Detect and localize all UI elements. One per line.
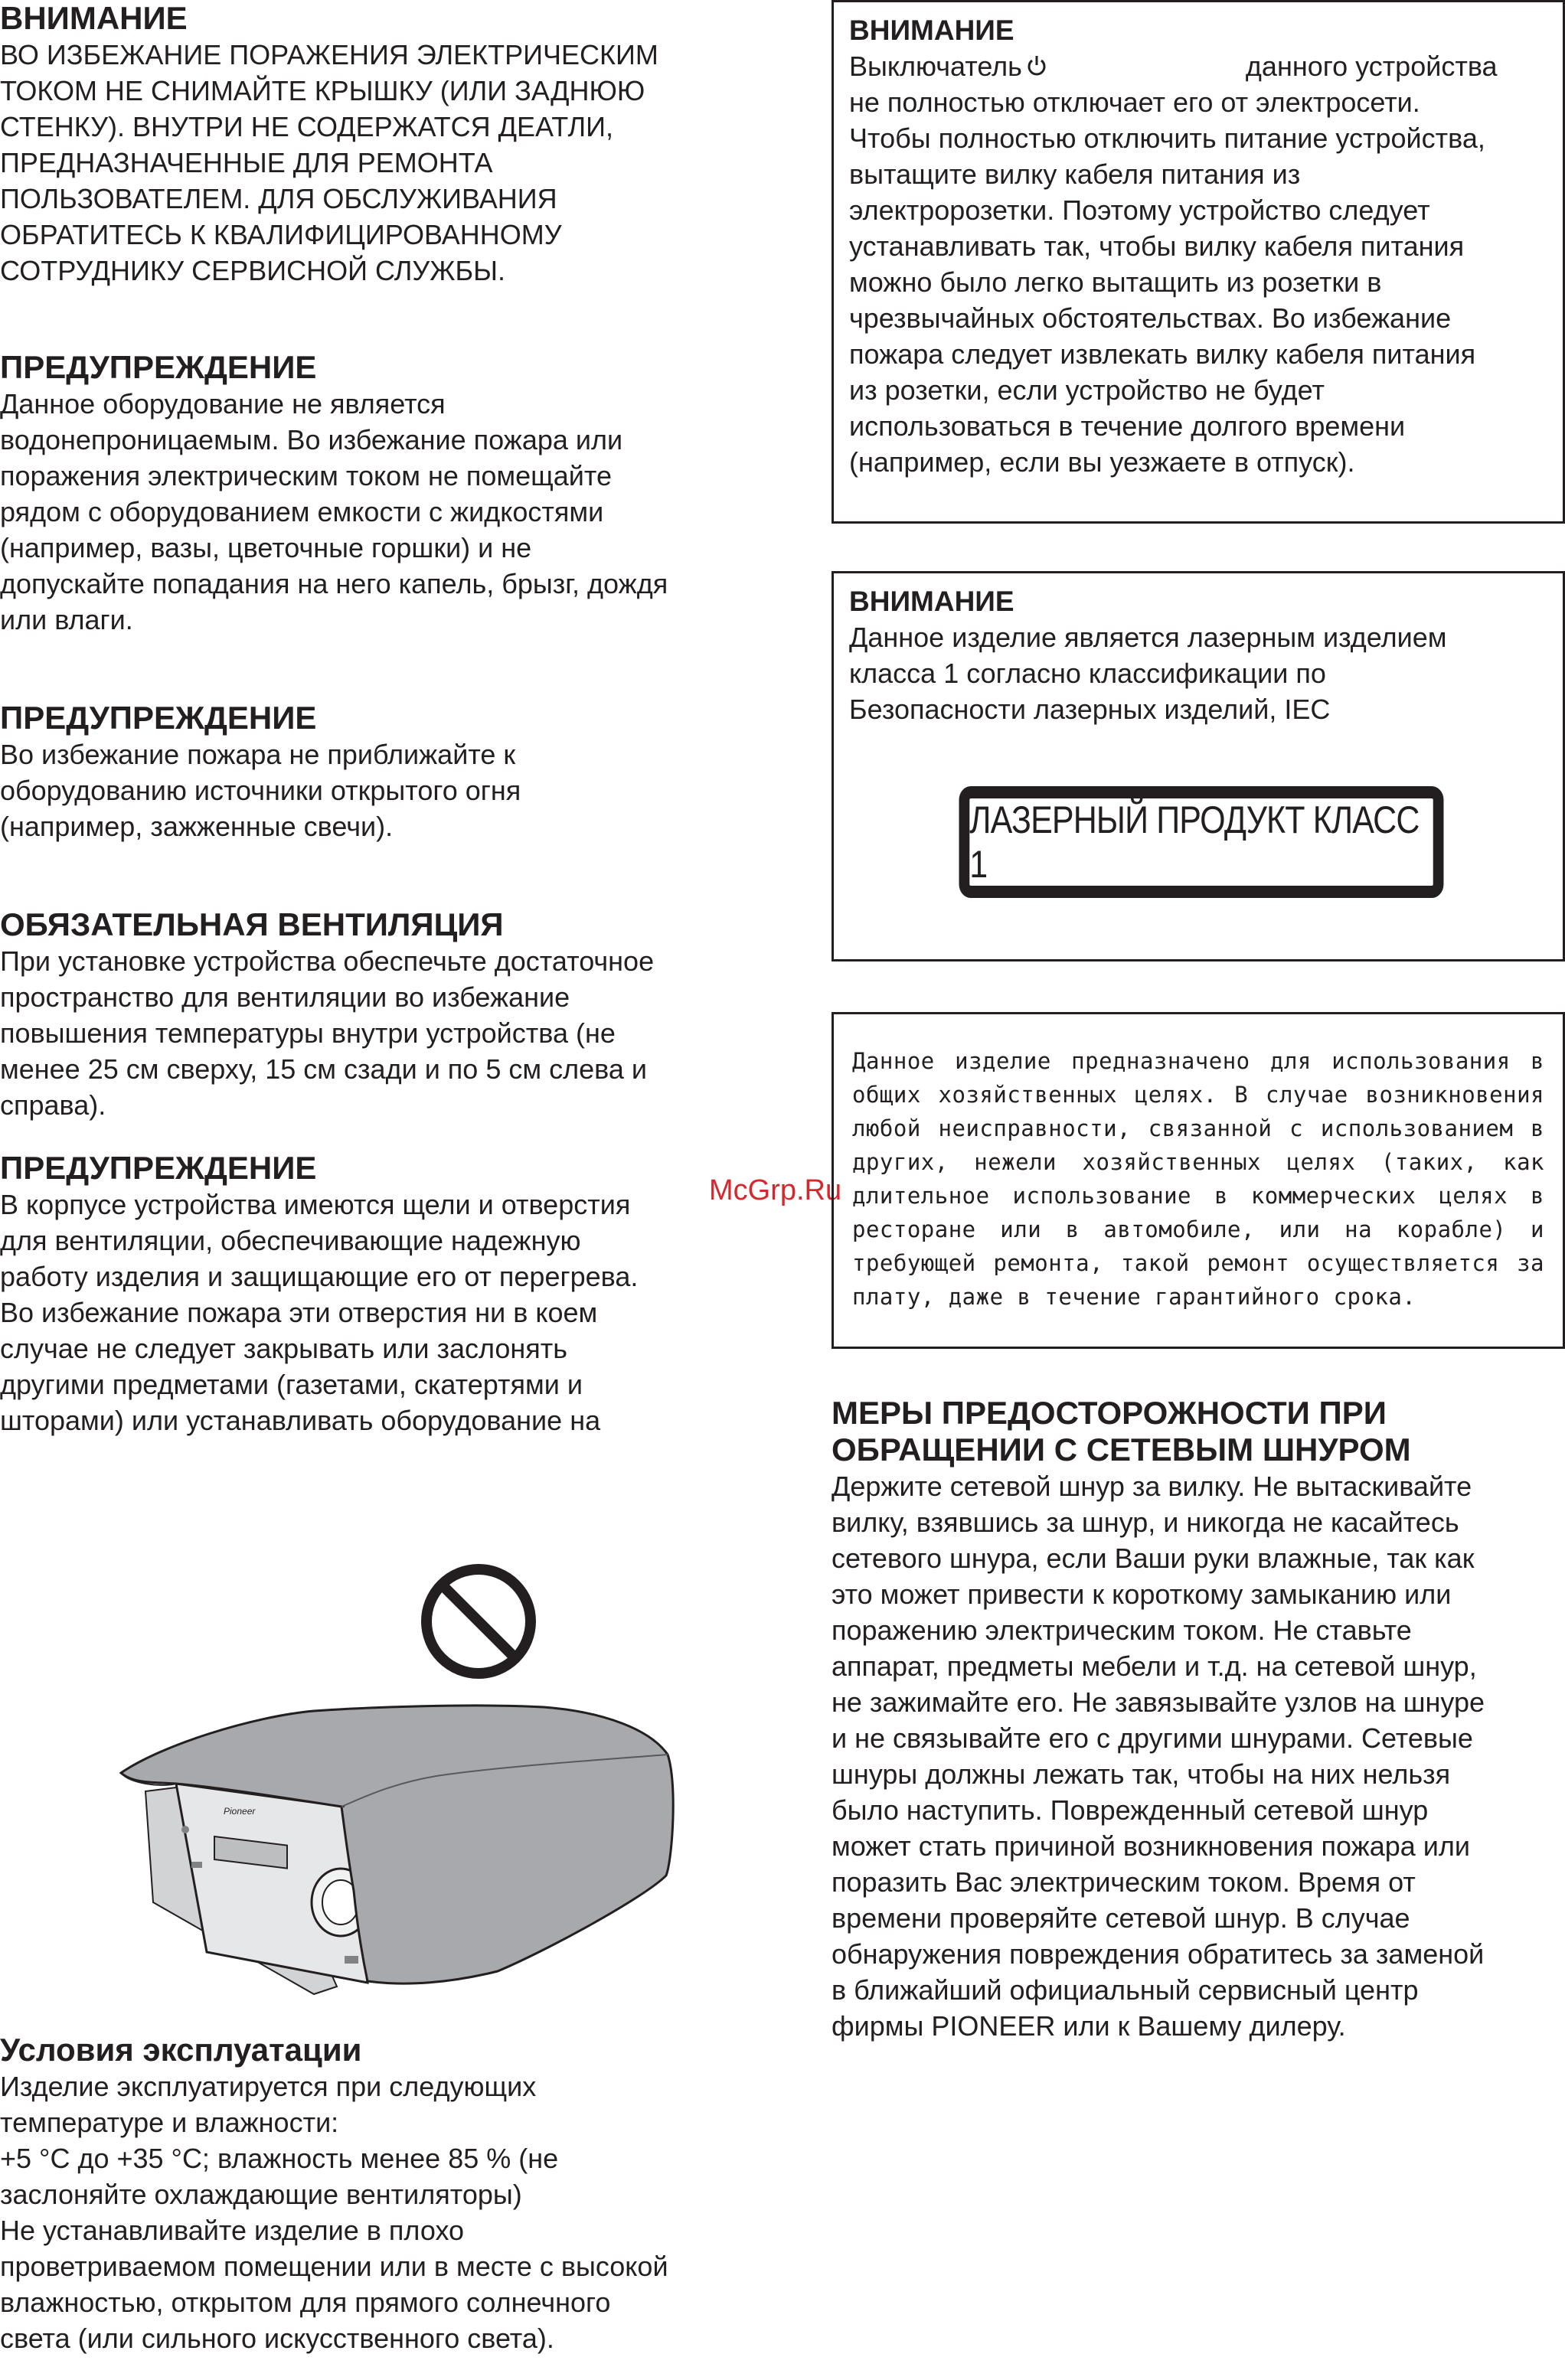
power-standby-icon	[1025, 54, 1048, 77]
caution-openings-body: В корпусе устройства имеются щели и отверстия для вентиляции, обеспечивающие надежную работу изделия и защищающие его от перегрева. Во избежание пожара эти отверстия ни в коем случае не следует закрывать или заслонять другими предметами (газетами, скатертями и шторами) или устанавливать оборудование на	[0, 1189, 639, 1436]
power-switch-line-end: данного устройства	[1245, 51, 1498, 82]
caution-water-section	[0, 349, 766, 638]
power-switch-line-start: Выключатель	[849, 51, 1022, 82]
ventilation-section	[0, 906, 766, 1123]
power-switch-first-line	[849, 48, 1547, 84]
covered-device-illustration	[115, 1554, 727, 2006]
receiver-front	[145, 1784, 370, 1994]
operating-conditions-section	[0, 2032, 766, 2356]
warning-shock-section	[0, 0, 766, 289]
watermark: McGrp.Ru	[709, 1174, 842, 1206]
caution-openings-title: ПРЕДУПРЕЖДЕНИЕ	[0, 1150, 317, 1186]
warning-shock-title: ВНИМАНИЕ	[0, 0, 188, 36]
household-use-box	[832, 1012, 1565, 1349]
ventilation-title: ОБЯЗАТЕЛЬНАЯ ВЕНТИЛЯЦИЯ	[0, 906, 504, 942]
laser-class-label: ЛАЗЕРНЫЙ ПРОДУКТ КЛАСС 1	[959, 786, 1444, 898]
power-cord-section	[832, 1395, 1565, 2044]
brand-logo: Pioneer	[224, 1806, 256, 1817]
laser-warning-box	[832, 571, 1565, 961]
operating-conditions-title: Условия эксплуатации	[0, 2032, 362, 2068]
caution-fire-body: Во избежание пожара не приближайте к оборудованию источники открытого огня (например, зажженные свечи).	[0, 739, 521, 842]
power-switch-warning-body: не полностью отключает его от электросети. Чтобы полностью отключить питание устройства, вытащите вилку кабеля питания из электророзетки. Поэтому устройство следует устанавливать так, чтобы вилку кабеля питания можно было легко вытащить из розетки в чрезвычайных обстоятельствах. Во избежание пожара следует извлекать вилку кабеля питания из розетки, если устройство не будет использоваться в течение долгого времени (например, если вы уезжаете в отпуск).	[849, 87, 1485, 478]
caution-fire-title: ПРЕДУПРЕЖДЕНИЕ	[0, 700, 317, 736]
operating-conditions-body: Изделие эксплуатируется при следующих температуре и влажности: +5 °C до +35 °C; влажность менее 85 % (не заслоняйте охлаждающие вентиляторы) Не устанавливайте изделие в плохо проветриваемом помещении или в месте с высокой влажностью, открытом для прямого солнечного света (или сильного искусственного света).	[0, 2071, 668, 2354]
caution-water-title: ПРЕДУПРЕЖДЕНИЕ	[0, 349, 317, 385]
power-switch-warning-box	[832, 0, 1565, 524]
power-cord-body: Держите сетевой шнур за вилку. Не вытаскивайте вилку, взявшись за шнур, и никогда не касайтесь сетевого шнура, если Ваши руки влажные, так как это может привести к короткому замыканию или поражению электрическим током. Не ставьте аппарат, предметы мебели и т.д. на сетевой шнур, не зажимайте его. Не завязывайте узлов на шнуре и не связывайте его с другими шнурами. Сетевые шнуры должны лежать так, чтобы на них нельзя было наступить. Поврежденный сетевой шнур может стать причиной возникновения пожара или поразить Вас электрическим током. Время от времени проверяйте сетевой шнур. В случае обнаружения повреждения обратитесь за заменой в ближайший официальный сервисный центр фирмы PIONEER или к Вашему дилеру.	[832, 1471, 1485, 2042]
power-cord-title: МЕРЫ ПРЕДОСТОРОЖНОСТИ ПРИ ОБРАЩЕНИИ С СЕТЕВЫМ ШНУРОМ	[832, 1395, 1411, 1468]
warning-shock-body: ВО ИЗБЕЖАНИЕ ПОРАЖЕНИЯ ЭЛЕКТРИЧЕСКИМ ТОКОМ НЕ СНИМАЙТЕ КРЫШКУ (ИЛИ ЗАДНЮЮ СТЕНКУ). ВНУТРИ НЕ СОДЕРЖАТСЯ ДЕАТЛИ, ПРЕДНАЗНАЧЕННЫЕ ДЛЯ РЕМОНТА ПОЛЬЗОВАТЕЛЕМ. ДЛЯ ОБСЛУЖИВАНИЯ ОБРАТИТЕСЬ К КВАЛИФИЦИРОВАННОМУ СОТРУДНИКУ СЕРВИСНОЙ СЛУЖБЫ.	[0, 39, 658, 286]
caution-fire-section	[0, 700, 766, 844]
caution-water-body: Данное оборудование не является водонепроницаемым. Во избежание пожара или поражения электрическим током не помещайте рядом с оборудованием емкости с жидкостями (например, вазы, цветочные горшки) и не допускайте попадания на него капель, брызг, дождя или влаги.	[0, 388, 668, 635]
ventilation-body: При установке устройства обеспечьте достаточное пространство для вентиляции во избежание повышения температуры внутри устройства (не менее 25 см сверху, 15 см сзади и по 5 см слева и справа).	[0, 945, 655, 1121]
household-use-body: Данное изделие предназначено для использования в общих хозяйственных целях. В случае возникновения любой неисправности, связанной с использованием в других, нежели хозяйственных целях (таких, как длительное использование в коммерческих целях в ресторане или в автомобиле, или на корабле) и требующей ремонта, такой ремонт осуществляется за плату, даже в течение гарантийного срока.	[852, 1048, 1544, 1310]
power-switch-warning-title: ВНИМАНИЕ	[849, 15, 1014, 46]
laser-warning-title: ВНИМАНИЕ	[849, 586, 1014, 617]
prohibition-icon	[426, 1569, 531, 1673]
laser-warning-body: Данное изделие является лазерным изделием класса 1 согласно классификации по Безопасности лазерных изделий, IEC	[849, 622, 1447, 725]
caution-openings-section	[0, 1150, 766, 1438]
